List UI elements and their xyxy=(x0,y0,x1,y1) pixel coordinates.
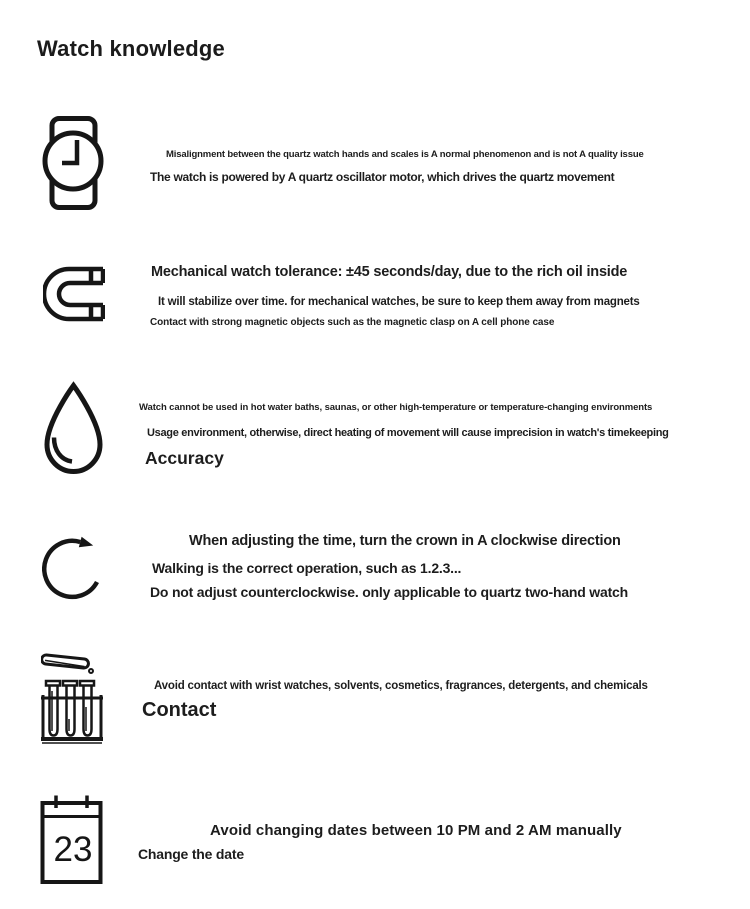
contact-heading: Contact xyxy=(142,699,217,721)
movement-note-main: The watch is powered by A quartz oscillator motor, which drives the quartz movement xyxy=(150,170,615,184)
magnet-icon xyxy=(43,266,105,322)
accuracy-heading: Accuracy xyxy=(145,448,224,468)
crown-note-counterclockwise: Do not adjust counterclockwise. only applicable to quartz two-hand watch xyxy=(150,584,628,600)
date-note-avoid: Avoid changing dates between 10 PM and 2 AM manually xyxy=(210,822,622,839)
water-drop-icon xyxy=(42,381,105,475)
magnet-note-stabilize: It will stabilize over time. for mechanical watches, be sure to keep them away from magnets xyxy=(158,296,640,308)
chemicals-note: Avoid contact with wrist watches, solvents, cosmetics, fragrances, detergents, and chemicals xyxy=(154,680,648,692)
movement-note-small: Misalignment between the quartz watch hands and scales is A normal phenomenon and is not A quality issue xyxy=(166,149,644,160)
calendar-day-number: 23 xyxy=(53,830,93,869)
page-title: Watch knowledge xyxy=(37,36,225,61)
test-tubes-icon xyxy=(41,650,103,744)
clockwise-arrow-icon xyxy=(42,531,107,603)
temperature-note-main: Usage environment, otherwise, direct heating of movement will cause imprecision in watch's timekeeping xyxy=(147,427,669,439)
magnet-note-contact: Contact with strong magnetic objects such as the magnetic clasp on A cell phone case xyxy=(150,317,555,328)
date-note-change: Change the date xyxy=(138,846,244,862)
magnet-note-tolerance: Mechanical watch tolerance: ±45 seconds/day, due to the rich oil inside xyxy=(151,264,628,280)
watch-icon xyxy=(42,116,104,210)
crown-note-walking: Walking is the correct operation, such as 1.2.3... xyxy=(152,560,462,576)
crown-note-clockwise: When adjusting the time, turn the crown in A clockwise direction xyxy=(189,533,621,549)
calendar-icon xyxy=(40,795,104,884)
temperature-note-small: Watch cannot be used in hot water baths, saunas, or other high-temperature or temperature-changing environments xyxy=(139,402,653,413)
